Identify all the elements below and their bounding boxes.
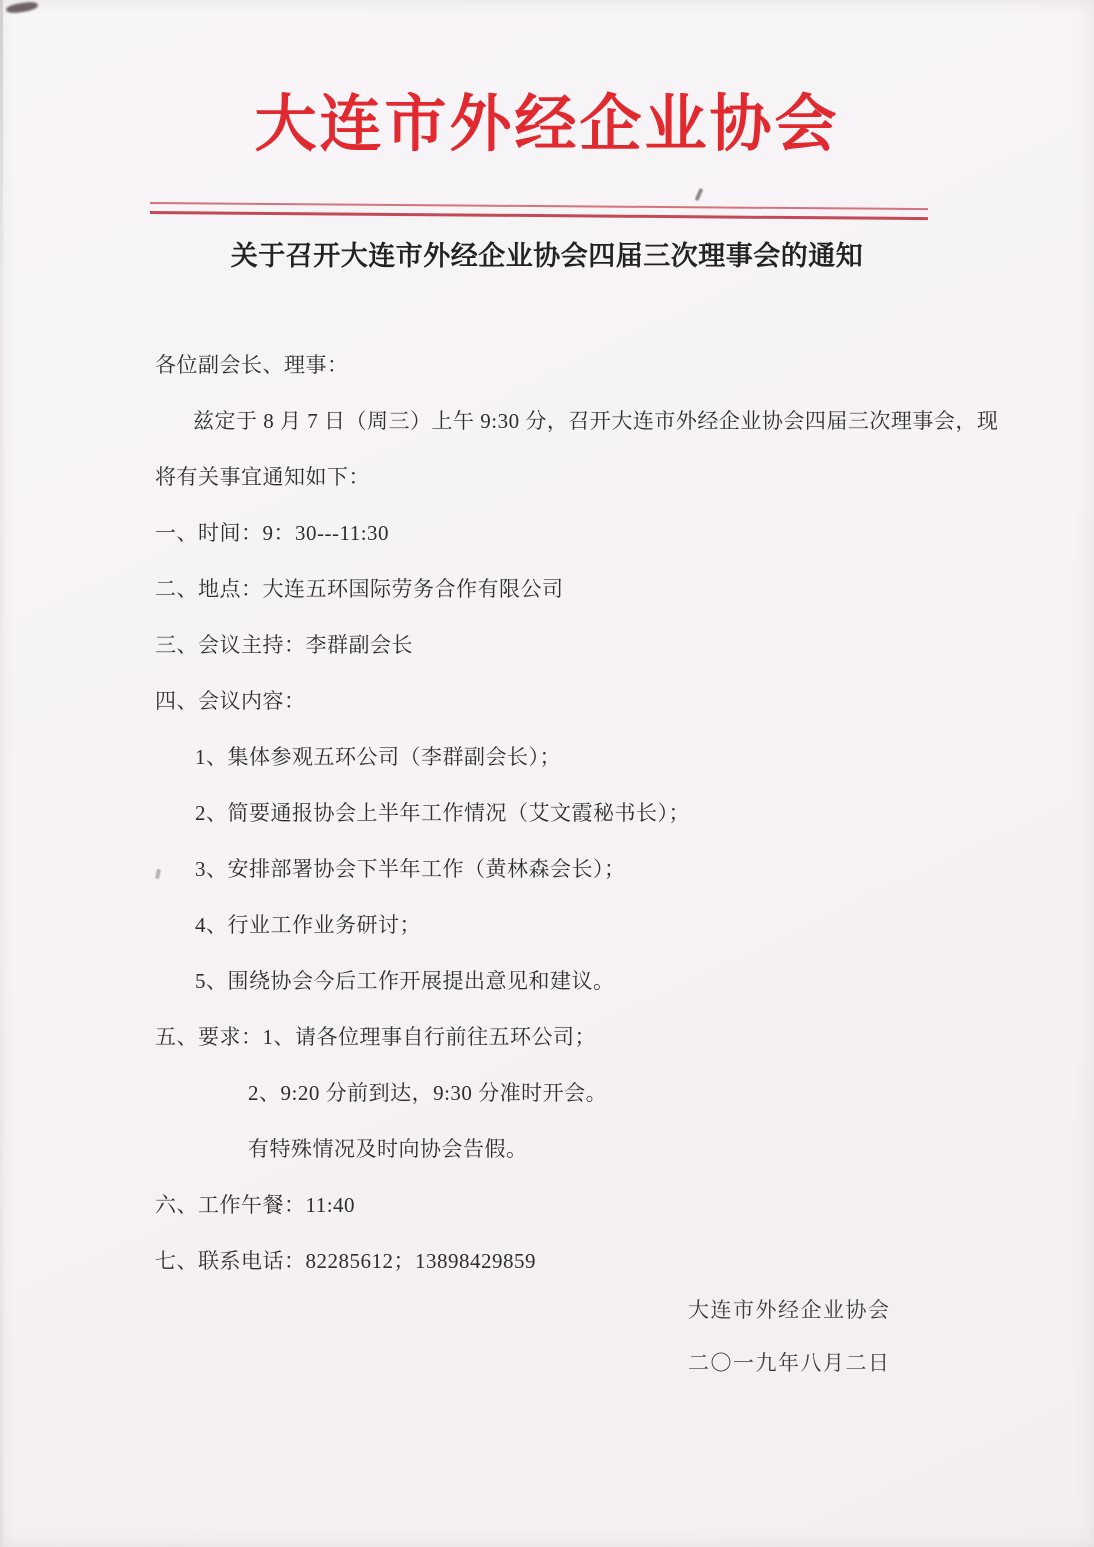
agenda-item-4: 4、行业工作业务研讨； [195,913,421,937]
agenda-item-3: 3、安排部署协会下半年工作（黄林森会长）； [195,857,626,881]
item-chair: 三、会议主持：李群副会长 [155,633,413,657]
notice-body [155,337,1039,1289]
item-time: 一、时间：9：30---11:30 [155,521,390,545]
item-requirements: 五、要求：1、请各位理事自行前往五环公司； [155,1025,596,1049]
letterhead-divider-line [150,202,928,220]
scan-edge-shadow [0,0,3,1547]
item-location: 二、地点：大连五环国际劳务合作有限公司 [155,577,564,601]
signature-date: 二〇一九年八月二日 [688,1351,891,1375]
requirement-note: 有特殊情况及时向协会告假。 [248,1137,528,1161]
item-lunch: 六、工作午餐：11:40 [155,1193,356,1217]
notice-title: 关于召开大连市外经企业协会四届三次理事会的通知 [230,241,864,271]
intro-line-2: 将有关事宜通知如下： [155,465,370,489]
intro-line-1: 兹定于 8 月 7 日（周三）上午 9:30 分，召开大连市外经企业协会四届三次理事会，现 [193,409,999,433]
signature-block [688,1284,891,1390]
item-agenda-heading: 四、会议内容： [155,689,306,713]
scan-smudge-artifact [5,1,38,15]
agenda-item-1: 1、集体参观五环公司（李群副会长）； [195,745,561,769]
item-contact-phones: 七、联系电话：82285612；13898429859 [155,1249,536,1273]
scan-tick-artifact [695,188,704,202]
requirement-2: 2、9:20 分前到达，9:30 分准时开会。 [248,1081,608,1105]
agenda-item-2: 2、简要通报协会上半年工作情况（艾文霞秘书长）； [195,801,690,825]
salutation-line: 各位副会长、理事： [155,353,349,377]
agenda-item-5: 5、围绕协会今后工作开展提出意见和建议。 [195,969,615,993]
signature-org: 大连市外经企业协会 [688,1298,891,1322]
letterhead-org-name: 大连市外经企业协会 [254,91,840,159]
